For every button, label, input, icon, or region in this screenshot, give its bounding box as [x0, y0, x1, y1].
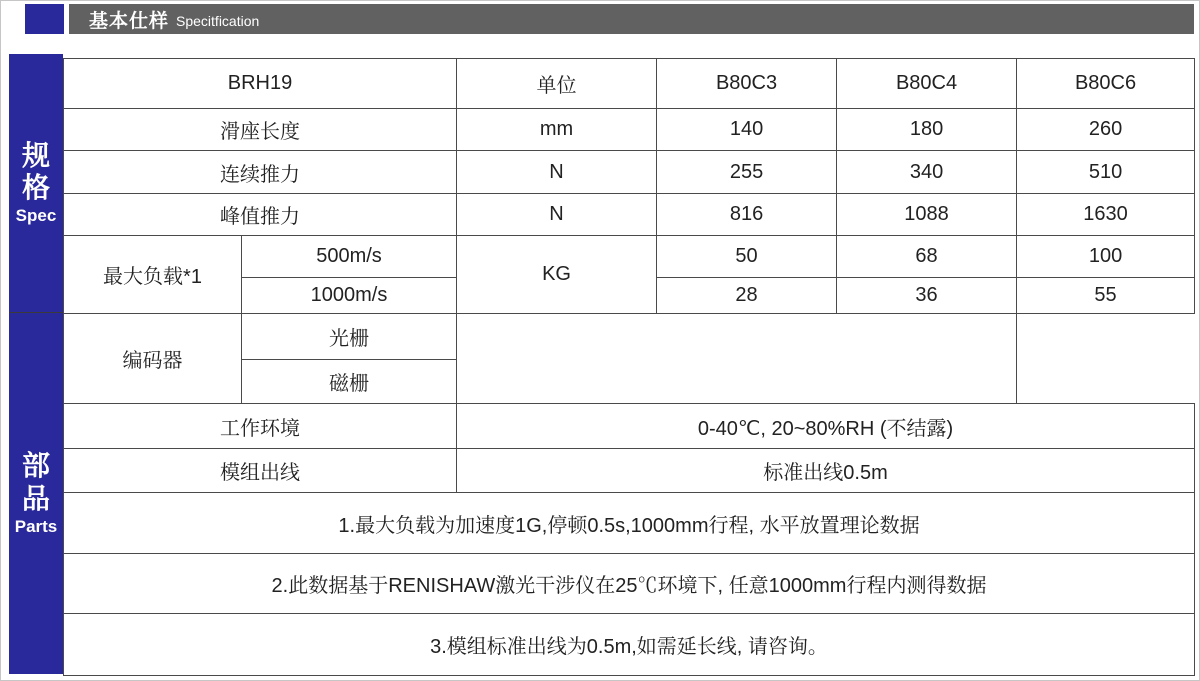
row-label: 工作环境 — [64, 404, 457, 449]
sidebar-section-spec — [9, 54, 63, 313]
cell-value: 36 — [837, 278, 1017, 314]
sidebar-spec-label-en: Spec — [15, 206, 57, 226]
cell-value: 816 — [657, 194, 837, 236]
cell-value: 68 — [837, 236, 1017, 278]
sub-row-label: 光栅 — [242, 314, 457, 360]
row-unit: mm — [457, 109, 657, 151]
note-row-1 — [64, 493, 1195, 554]
row-unit: N — [457, 151, 657, 194]
encoder-label: 编码器 — [64, 314, 242, 404]
unit-header-cell: 单位 — [457, 59, 657, 109]
model-name-cell: BRH19 — [64, 59, 457, 109]
sub-row-label: 磁栅 — [242, 360, 457, 404]
note-text: 2.此数据基于RENISHAW激光干涉仪在25℃环境下, 任意1000mm行程内测得数据 — [64, 554, 1195, 614]
environment-value: 0-40℃, 20~80%RH (不结露) — [457, 404, 1195, 449]
row-label: 峰值推力 — [64, 194, 457, 236]
col-header-b80c6: B80C6 — [1017, 59, 1195, 109]
cell-value: 340 — [837, 151, 1017, 194]
max-load-unit: KG — [457, 236, 657, 314]
sidebar-parts-label-zh: 部品 — [21, 450, 50, 514]
row-label: 滑座长度 — [64, 109, 457, 151]
sidebar-parts-label-en: Parts — [14, 516, 58, 536]
note-text: 3.模组标准出线为0.5m,如需延长线, 请咨询。 — [64, 614, 1195, 676]
note-text: 1.最大负载为加速度1G,停顿0.5s,1000mm行程, 水平放置理论数据 — [64, 493, 1195, 554]
spec-table — [63, 58, 1195, 676]
cell-value: 140 — [657, 109, 837, 151]
col-header-b80c3: B80C3 — [657, 59, 837, 109]
encoder-empty-cell — [457, 314, 1017, 404]
sidebar-section-parts — [9, 313, 63, 674]
col-header-b80c4: B80C4 — [837, 59, 1017, 109]
cell-value: 1630 — [1017, 194, 1195, 236]
note-row-3 — [64, 614, 1195, 676]
cell-value: 50 — [657, 236, 837, 278]
section-header-bar — [69, 4, 1194, 34]
table-row-cable — [64, 449, 1195, 493]
table-row-slider-length — [64, 109, 1195, 151]
table-row-peak-thrust — [64, 194, 1195, 236]
row-label: 连续推力 — [64, 151, 457, 194]
sidebar-spec-label-zh: 规格 — [21, 139, 50, 203]
section-title-zh: 基本仕样 — [89, 10, 170, 32]
cell-value: 260 — [1017, 109, 1195, 151]
section-title-en: Specitfication — [176, 13, 260, 29]
cell-value: 510 — [1017, 151, 1195, 194]
cell-value: 1088 — [837, 194, 1017, 236]
sub-row-label: 500m/s — [242, 236, 457, 278]
cell-value: 100 — [1017, 236, 1195, 278]
table-row-encoder-optical — [64, 314, 1195, 360]
cell-value: 255 — [657, 151, 837, 194]
header-accent-block — [25, 4, 64, 34]
cell-value: 180 — [837, 109, 1017, 151]
cell-value: 55 — [1017, 278, 1195, 314]
table-row-header — [64, 59, 1195, 109]
table-row-environment — [64, 404, 1195, 449]
cable-value: 标准出线0.5m — [457, 449, 1195, 493]
row-label: 模组出线 — [64, 449, 457, 493]
max-load-label: 最大负载*1 — [64, 236, 242, 314]
row-unit: N — [457, 194, 657, 236]
table-row-max-load-500 — [64, 236, 1195, 278]
sub-row-label: 1000m/s — [242, 278, 457, 314]
category-sidebar — [9, 54, 63, 675]
cell-value: 28 — [657, 278, 837, 314]
table-row-continuous-thrust — [64, 151, 1195, 194]
note-row-2 — [64, 554, 1195, 614]
